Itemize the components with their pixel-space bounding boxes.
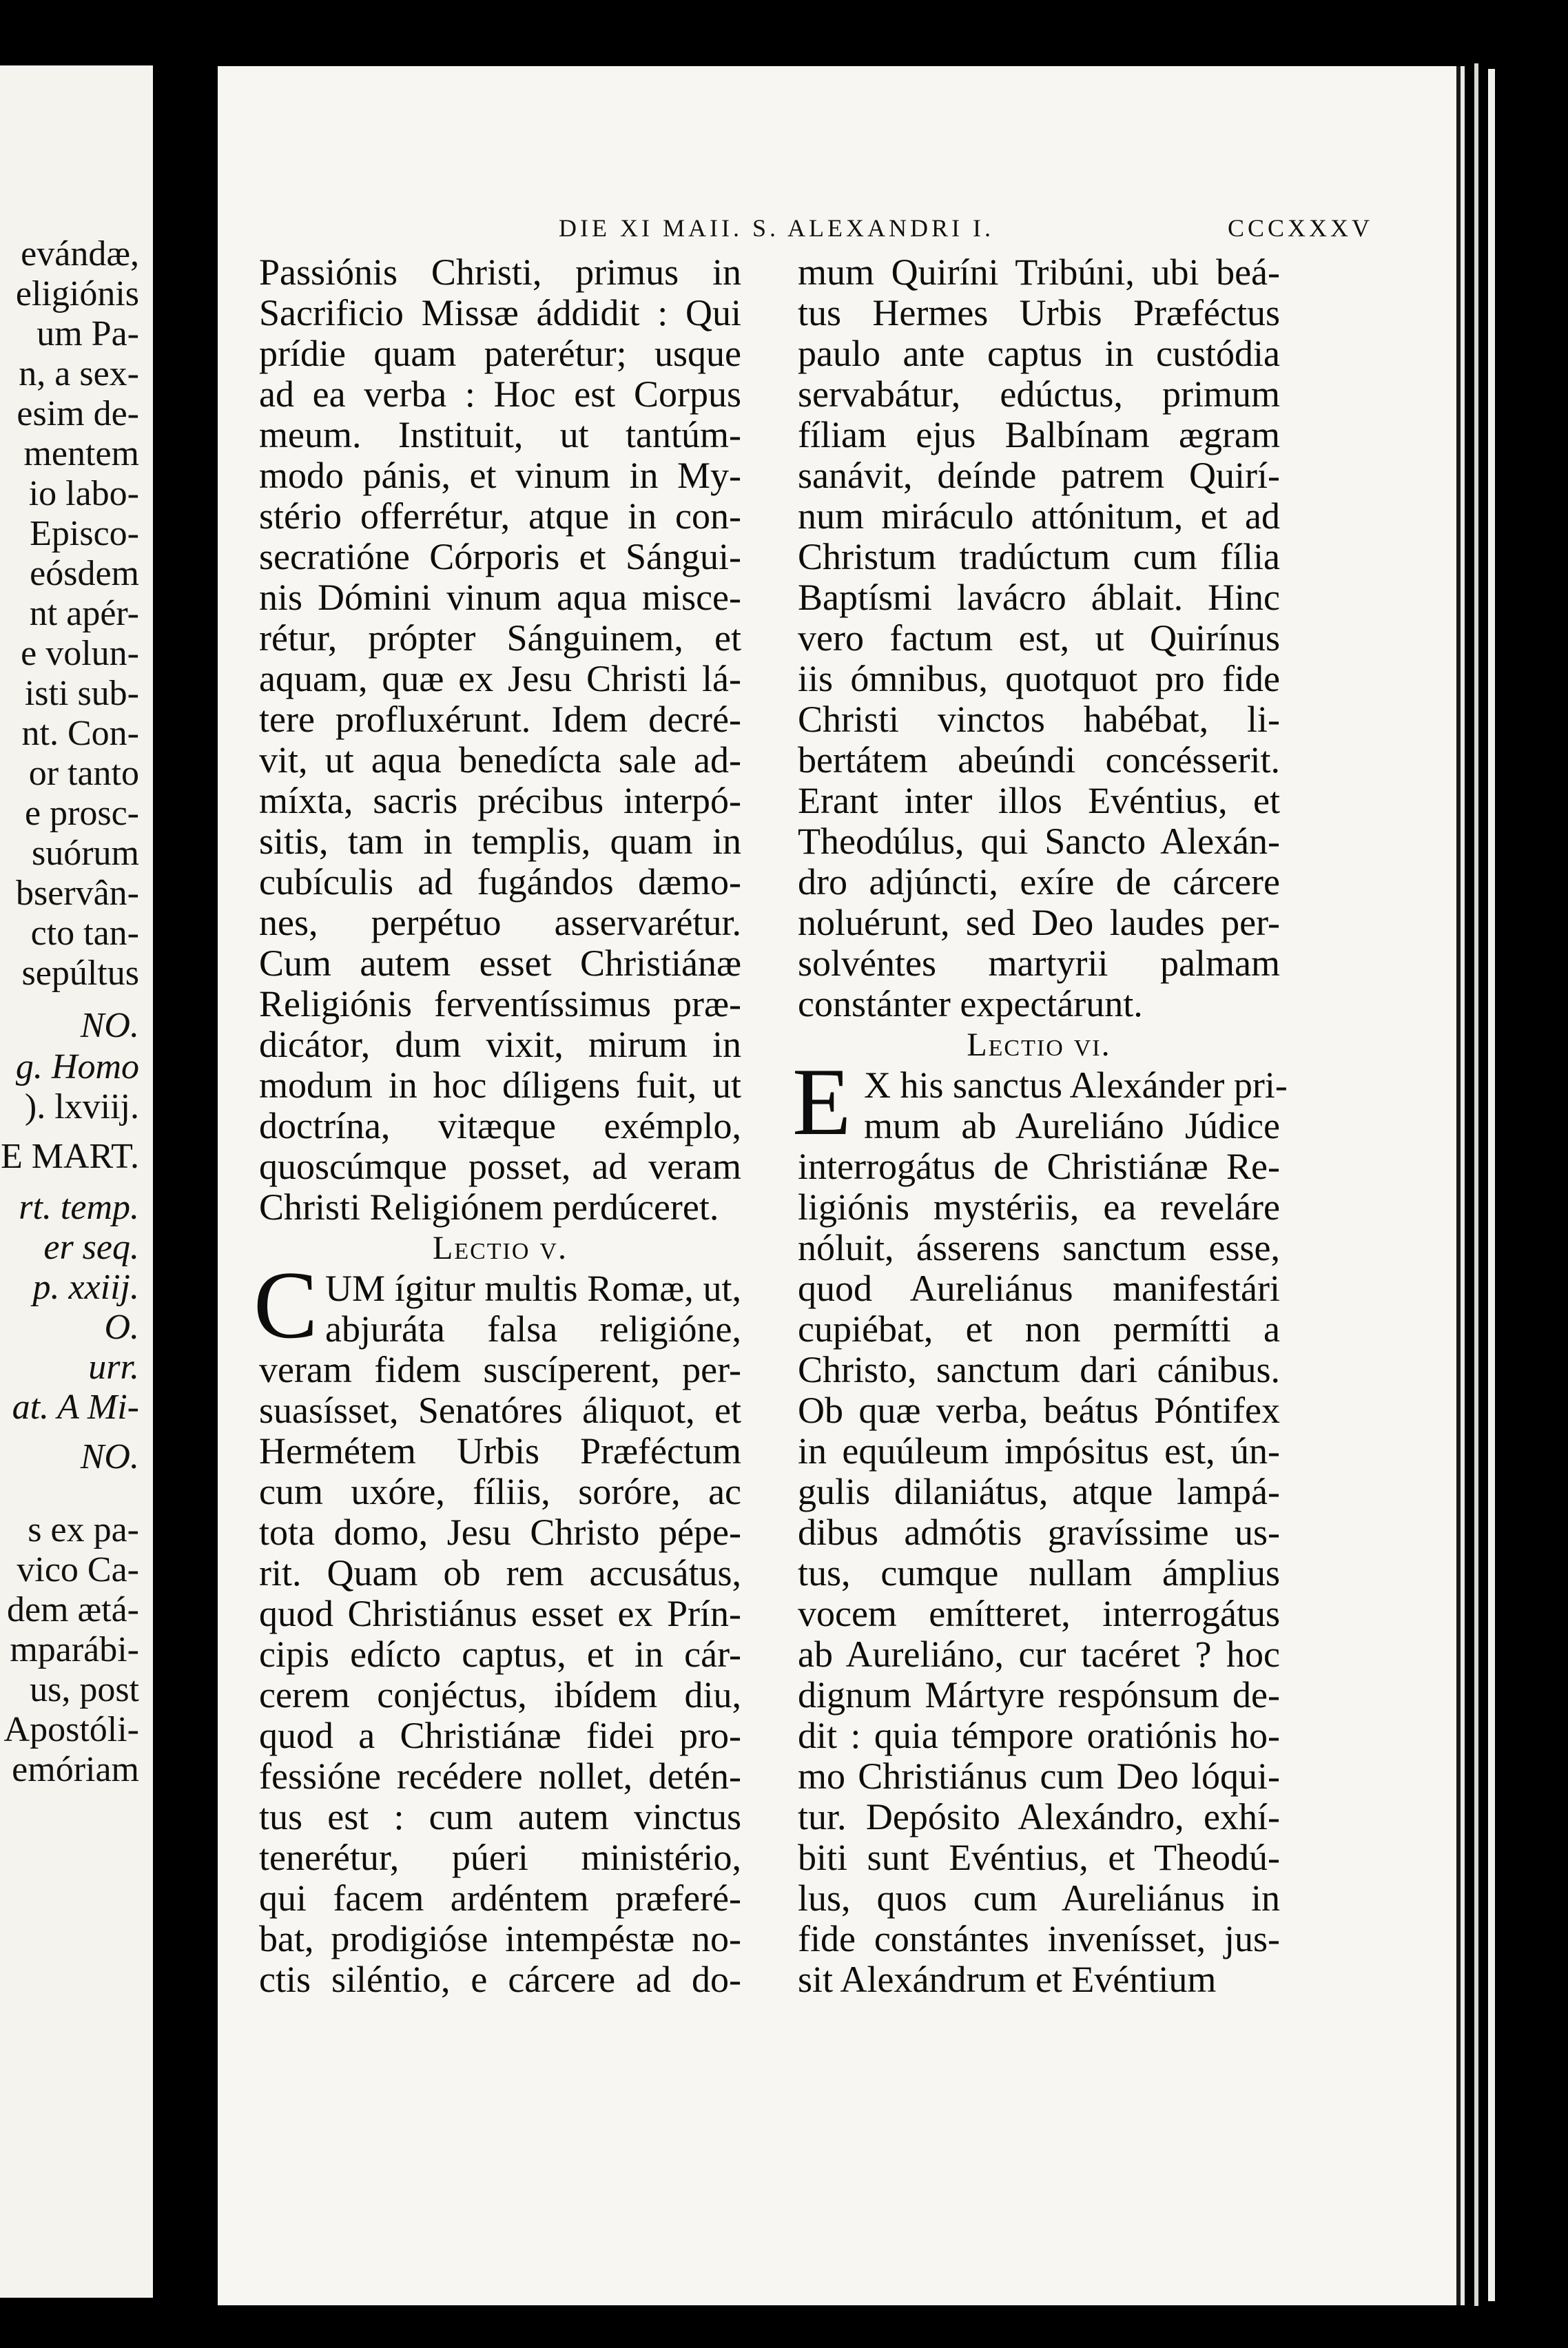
prev-page-line: eósdem [30,554,139,593]
text-line: vocem emítteret, interrogátus [798,1593,1280,1634]
text-line: bat, prodigióse intempéstæ no- [259,1918,741,1959]
text-line: nis Dómini vinum aqua misce- [259,577,741,618]
text-line: modo pánis, et vinum in My- [259,455,741,496]
text-line: stério offerrétur, atque in con- [259,495,741,537]
text-line: Sacrificio Missæ áddidit : Qui [259,292,741,333]
text-line: nes, perpétuo asservarétur. [259,902,741,943]
text-line: veram fidem suscíperent, per- [259,1349,741,1390]
prev-page-line: emóriam [12,1750,139,1789]
prev-page-line: mentem [23,434,139,473]
drop-cap: C [254,1252,318,1359]
prev-page-line: nt. Con- [21,714,139,753]
text-line: quod a Christiánæ fidei pro- [259,1715,741,1756]
text-line: prídie quam paterétur; usque [259,333,741,374]
page-edge [1488,69,1495,2301]
text-line: cerem conjéctus, ibídem diu, [259,1674,741,1716]
text-line: lus, quos cum Aureliánus in [798,1877,1280,1919]
book-page [218,66,1461,2305]
prev-page-line: n, a sex- [19,354,139,393]
text-line: Christo, sanctum dari cánibus. [798,1349,1280,1390]
text-line: iis ómnibus, quotquot pro fide [798,658,1280,699]
text-line: tus est : cum autem vinctus [259,1796,741,1837]
prev-page-line: bservân- [15,874,139,913]
text-line: constánter expectárunt. [798,983,1143,1024]
prev-page-line: isti sub- [24,674,139,713]
text-line: Erant inter illos Evéntius, et [798,780,1280,821]
prev-page-line: nt apér- [29,594,139,633]
text-line: servabátur, edúctus, primum [798,373,1280,415]
text-line: meum. Instituit, ut tantúm- [259,414,741,455]
lectio-heading: Lectio v. [433,1230,568,1266]
text-line: tur. Depósito Alexándro, exhí- [798,1796,1280,1837]
prev-page-line: NO. [80,1006,139,1045]
text-line: abjuráta falsa religióne, [325,1308,741,1350]
prev-page-line: s ex pa- [28,1510,139,1549]
text-line: vit, ut aqua benedícta sale ad- [259,739,741,781]
prev-page-line: um Pa- [37,314,139,353]
left-column [254,251,741,2000]
text-line: fíliam ejus Balbínam ægram [798,414,1280,455]
text-line: Religiónis ferventíssimus præ- [259,983,741,1024]
text-line: dit : quia témpore oratiónis ho- [798,1715,1280,1756]
text-line: quod Christiánus esset ex Prín- [259,1593,741,1634]
prev-page-line: or tanto [28,754,139,793]
text-line: biti sunt Evéntius, et Theodú- [798,1837,1280,1878]
text-line: Cum autem esset Christiánæ [259,943,741,984]
text-line: cipis edícto captus, et in cár- [259,1634,741,1675]
text-line: qui facem ardéntem præferé- [259,1877,741,1919]
prev-page-line: Apostóli- [3,1710,139,1749]
prev-page-line: suórum [32,834,139,873]
text-line: cubículis ad fugándos dæmo- [259,861,741,903]
text-line: tus Hermes Urbis Præféctus [798,292,1280,333]
lectio-heading: Lectio vi. [967,1027,1111,1063]
text-line: secratióne Córporis et Sángui- [259,536,741,577]
text-line: mo Christiánus cum Deo lóqui- [798,1755,1280,1797]
prev-page-line: vico Ca- [17,1550,139,1589]
text-line: UM ígitur multis Romæ, ut, [325,1268,741,1309]
text-line: ligiónis mystériis, ea reveláre [798,1186,1280,1228]
text-line: in equúleum impósitus est, ún- [798,1430,1280,1472]
text-line: dicátor, dum vixit, mirum in [259,1024,741,1065]
prev-page-line: er seq. [43,1228,139,1267]
prev-page-line: evándæ, [21,234,139,274]
text-line: rétur, própter Sánguinem, et [259,617,741,659]
prev-page-line: rt. temp. [19,1188,139,1227]
prev-page-line: at. A Mi- [12,1388,139,1427]
drop-cap: E [792,1049,852,1155]
text-line: dignum Mártyre respónsum de- [798,1674,1280,1716]
text-line: Christum tradúctum cum fília [798,536,1280,577]
prev-page-line: ). lxviij. [24,1087,139,1126]
text-line: vero factum est, ut Quirínus [798,617,1280,659]
previous-page-fragment [0,65,153,2298]
text-line: cum uxóre, fíliis, soróre, ac [259,1471,741,1512]
prev-page-line: urr. [88,1348,139,1387]
text-line: ad ea verba : Hoc est Corpus [259,373,741,415]
text-line: modum in hoc díligens fuit, ut [259,1064,741,1106]
text-line: mum ab Aureliáno Júdice [864,1105,1280,1146]
text-line: nóluit, ásserens sanctum esse, [798,1227,1280,1268]
text-line: quoscúmque posset, ad veram [259,1146,741,1187]
text-line: Passiónis Christi, primus in [259,251,741,293]
text-line: sanávit, deínde patrem Quirí- [798,455,1280,496]
prev-page-line: sepúltus [21,954,139,993]
prev-page-line: esim de- [17,394,139,433]
prev-page-line: us, post [30,1670,139,1709]
text-line: Hermétem Urbis Præféctum [259,1430,741,1472]
prev-page-line: NO. [80,1437,139,1476]
text-line: doctrína, vitæque exémplo, [259,1105,741,1146]
text-line: mum Quiríni Tribúni, ubi beá- [798,251,1280,293]
text-line: tota domo, Jesu Christo pépe- [259,1512,741,1553]
text-line: dro adjúncti, exíre de cárcere [798,861,1280,903]
text-line: Ob quæ verba, beátus Póntifex [798,1390,1280,1431]
page-edge [1474,63,1478,2306]
text-line: Christi vinctos habébat, li- [798,699,1280,740]
text-line: ab Aureliáno, cur tacéret ? hoc [798,1634,1280,1675]
page-number: CCCXXXV [1228,214,1374,242]
text-line: sitis, tam in templis, quam in [259,821,741,862]
prev-page-line: io labo- [28,474,139,513]
text-line: suasísset, Senatóres áliquot, et [259,1390,741,1431]
prev-page-line: cto tan- [30,914,139,953]
lectio-vi-body [792,1049,1288,2000]
running-head-title: DIE XI MAII. S. ALEXANDRI I. [559,214,994,242]
text-line: fessióne recédere nollet, detén- [259,1755,741,1797]
prev-page-line: Episco- [30,514,139,553]
right-column [792,251,1288,2000]
text-line: rit. Quam ob rem accusátus, [259,1552,741,1594]
text-line: paulo ante captus in custódia [798,333,1280,374]
prev-page-line: E MART. [0,1137,139,1176]
text-line: tenerétur, púeri ministério, [259,1837,741,1878]
text-line: Christi Religiónem perdúceret. [259,1186,719,1228]
text-line: Baptísmi lavácro áblait. Hinc [798,577,1280,618]
text-line: tus, cumque nullam ámplius [798,1552,1280,1594]
prev-page-line: eligiónis [15,274,139,313]
prev-page-line: e prosc- [24,794,139,833]
text-line: dibus admótis gravíssime us- [798,1512,1280,1553]
text-line: num miráculo attónitum, et ad [798,495,1280,537]
text-line: tere profluxérunt. Idem decré- [259,699,741,740]
text-line: solvéntes martyrii palmam [798,943,1280,984]
prev-page-line: p. xxiij. [32,1268,139,1307]
text-line: fide constántes invenísset, jus- [798,1918,1280,1959]
text-line: aquam, quæ ex Jesu Christi lá- [259,658,741,699]
prev-page-line: mparábi- [10,1630,139,1669]
text-line: gulis dilaniátus, atque lampá- [798,1471,1280,1512]
prev-page-line: g. Homo [15,1047,139,1087]
text-line: X his sanctus Alexánder pri- [864,1064,1288,1106]
text-line: noluérunt, sed Deo laudes per- [798,902,1280,943]
text-line: quod Aureliánus manifestári [798,1268,1280,1309]
text-line: bertátem abeúndi concésserit. [798,739,1280,781]
prev-page-line: O. [104,1308,139,1347]
text-line: Theodúlus, qui Sancto Alexán- [798,821,1280,862]
prev-page-line: e volun- [21,634,139,673]
text-line: míxta, sacris précibus interpó- [259,780,741,821]
text-line: cupiébat, et non permítti a [798,1308,1280,1350]
text-line: sit Alexándrum et Evéntium [798,1959,1217,2000]
text-line: ctis siléntio, e cárcere ad do- [259,1959,741,2000]
prev-page-line: dem ætá- [6,1590,139,1629]
text-line: interrogátus de Christiánæ Re- [798,1146,1280,1187]
lectio-v-body [254,1252,741,2000]
